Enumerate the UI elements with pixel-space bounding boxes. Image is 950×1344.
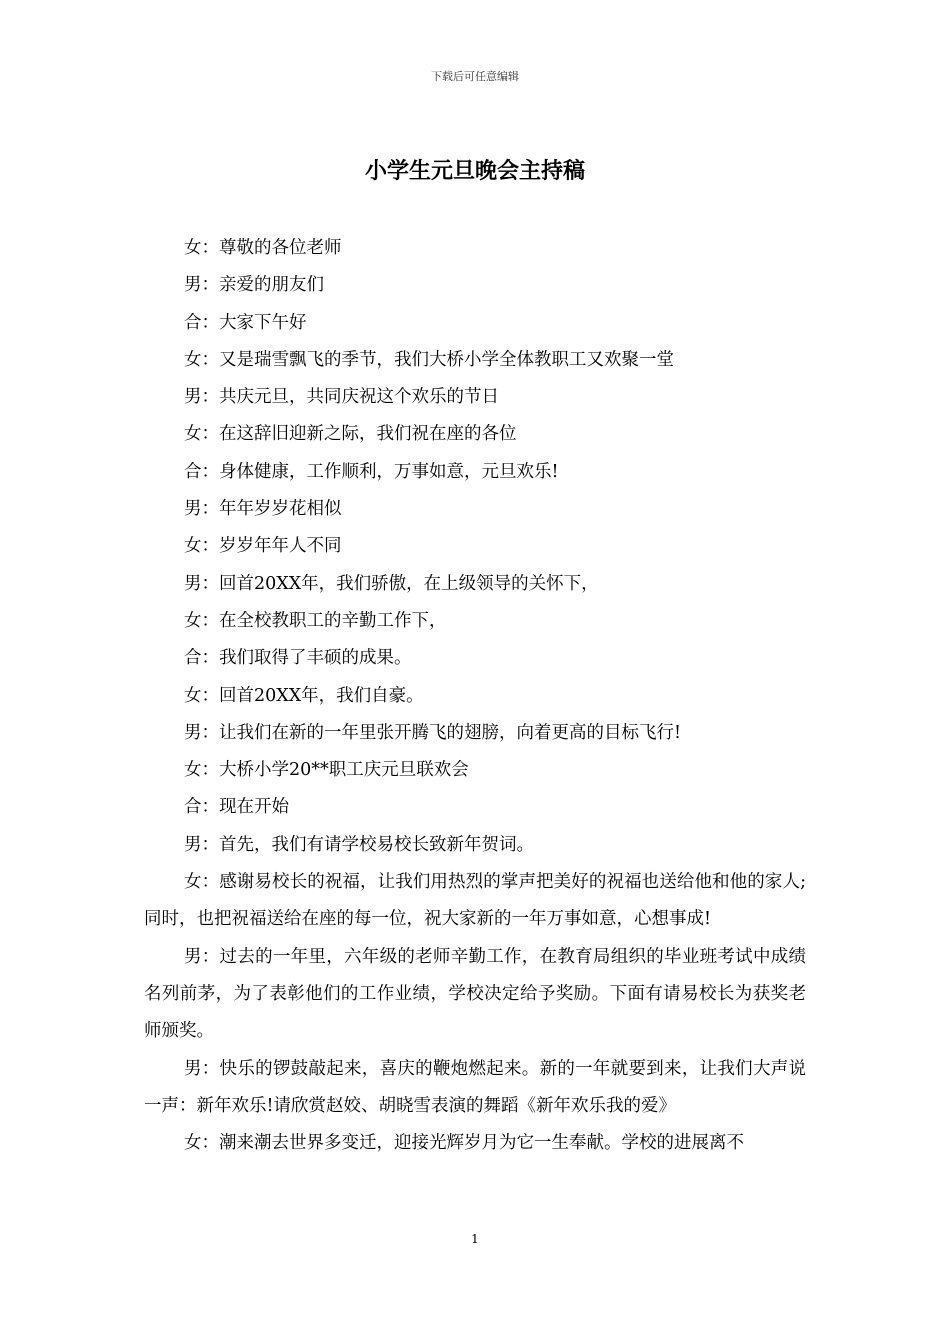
paragraph: 男：亲爱的朋友们 [184,275,324,296]
document-body [144,230,806,1162]
paragraph: 男：共庆元旦，共同庆祝这个欢乐的节日 [184,387,499,408]
paragraph: 女：在全校教职工的辛勤工作下， [184,610,447,631]
paragraph: 男：快乐的锣鼓敲起来，喜庆的鞭炮燃起来。新的一年就要到来，让我们大声说一声：新年欢乐!请欣赏赵姣、胡晓雪表演的舞蹈《新年欢乐我的爱》 [144,1058,806,1116]
paragraph: 男：让我们在新的一年里张开腾飞的翅膀，向着更高的目标飞行! [184,722,682,743]
paragraph: 女：又是瑞雪飘飞的季节，我们大桥小学全体教职工又欢聚一堂 [184,349,674,370]
paragraph: 合：大家下午好 [184,312,307,333]
paragraph: 女：岁岁年年人不同 [184,536,342,557]
paragraph: 女：感谢易校长的祝福，让我们用热烈的掌声把美好的祝福也送给他和他的家人;同时，也把祝福送给在座的每一位，祝大家新的一年万事如意，心想事成! [144,872,806,930]
paragraph: 合：身体健康，工作顺利，万事如意，元旦欢乐! [184,461,559,482]
header-note: 下载后可任意编辑 [431,70,519,83]
paragraph: 女：潮来潮去世界多变迁，迎接光辉岁月为它一生奉献。学校的进展离不 [184,1133,744,1154]
paragraph: 男：回首20XX年，我们骄傲，在上级领导的关怀下， [184,573,599,594]
paragraph: 女：大桥小学20**职工庆元旦联欢会 [184,760,469,781]
paragraph: 女：在这辞旧迎新之际，我们祝在座的各位 [184,424,517,445]
document-title: 小学生元旦晚会主持稿 [364,158,585,184]
paragraph: 女：回首20XX年，我们自豪。 [184,685,424,706]
paragraph: 男：过去的一年里，六年级的老师辛勤工作，在教育局组织的毕业班考试中成绩名列前茅，为了表彰他们的工作业绩，学校决定给予奖励。下面有请易校长为获奖老师颁奖。 [144,946,806,1042]
paragraph: 男：年年岁岁花相似 [184,499,342,520]
page-number: 1 [471,1232,479,1246]
paragraph: 合：我们取得了丰硕的成果。 [184,648,412,669]
paragraph: 女：尊敬的各位老师 [184,238,342,258]
paragraph: 合：现在开始 [184,797,289,818]
paragraph: 男：首先，我们有请学校易校长致新年贺词。 [184,834,534,855]
